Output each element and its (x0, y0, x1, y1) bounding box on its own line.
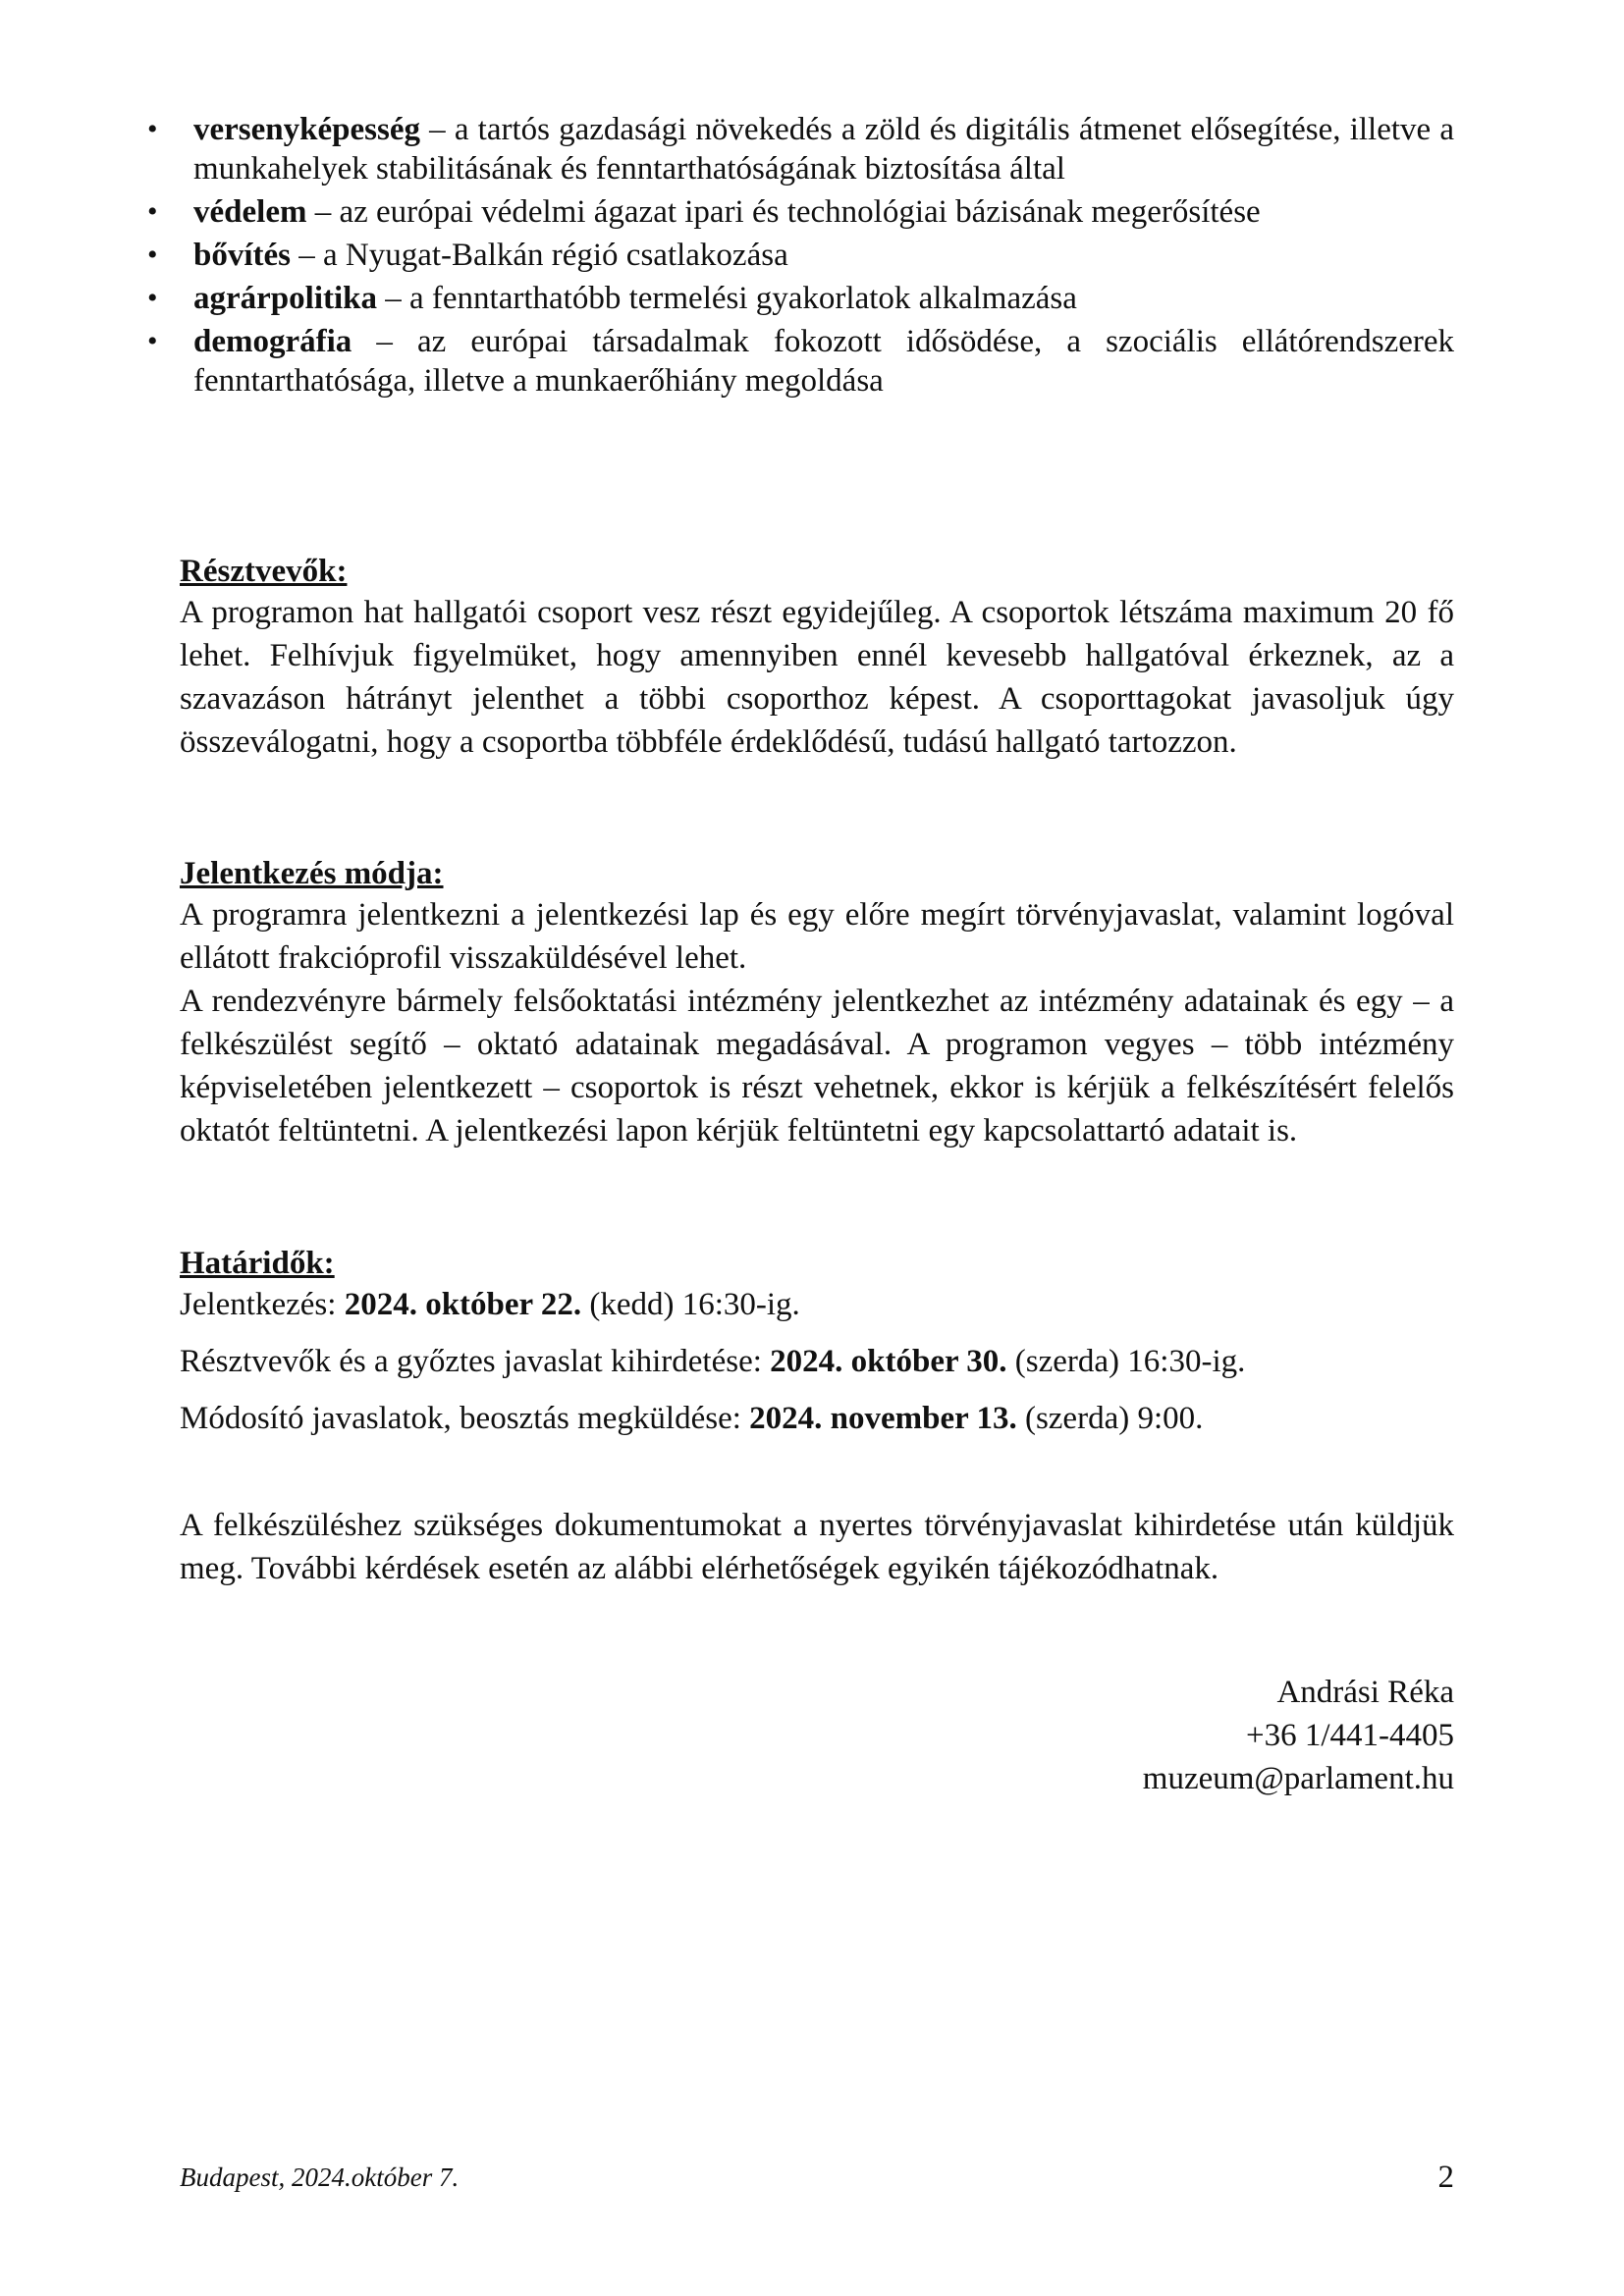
deadline-label: Jelentkezés: (180, 1287, 345, 1322)
bullet-icon: • (147, 113, 158, 145)
topic-description: – a Nyugat-Balkán régió csatlakozása (291, 238, 788, 273)
bullet-icon: • (147, 239, 158, 271)
participants-text: A programon hat hallgatói csoport vesz részt egyidejűleg. A csoportok létszáma maximum 20 fő lehet. Felhívjuk figyelmüket, hogy amennyiben ennél kevesebb hallgatóval érkeznek, az a szavazáson hátrányt jelenthet a többi csoporthoz képest. A csoporttagokat javasoljuk úgy összeválogatni, hogy a csoportba többféle érdeklődésű, tudású hallgató tartozzon. (180, 595, 1454, 760)
topic-description: – a fenntarthatóbb termelési gyakorlatok alkalmazása (377, 281, 1077, 316)
deadline-detail: (szerda) 16:30-ig. (1006, 1344, 1246, 1379)
deadline-date: 2024. október 30. (770, 1344, 1007, 1379)
contact-phone: +36 1/441-4405 (1245, 1718, 1454, 1753)
deadline-date: 2024. november 13. (749, 1401, 1017, 1436)
bullet-icon: • (147, 195, 158, 228)
contact-email: muzeum@parlament.hu (1142, 1761, 1454, 1796)
deadlines-section (180, 1244, 1454, 1454)
bullet-icon: • (147, 282, 158, 314)
topic-term: agrárpolitika (193, 281, 377, 316)
deadline-label: Résztvevők és a győztes javaslat kihirdetése: (180, 1344, 771, 1379)
topic-description: – az európai védelmi ágazat ipari és technológiai bázisának megerősítése (306, 194, 1261, 230)
topic-term: bővítés (193, 238, 291, 273)
participants-section (180, 552, 1454, 764)
topics-list (147, 110, 1454, 400)
deadline-item (180, 1340, 1454, 1383)
topic-term: demográfia (193, 324, 352, 359)
deadline-detail: (szerda) 9:00. (1016, 1401, 1204, 1436)
list-item (0, 192, 1454, 232)
page-number: 2 (1437, 2160, 1454, 2195)
topics-list-wrap (147, 110, 1454, 404)
topic-term: védelem (193, 194, 307, 230)
list-item (0, 279, 1454, 318)
topic-description: – az európai társadalmak fokozott idősödése, a szociális ellátórendszerek fenntarthatósága, illetve a munkaerőhiány megoldása (193, 324, 1454, 399)
contact-block (1143, 1671, 1454, 1800)
deadlines-heading: Határidők: (180, 1246, 335, 1281)
application-section (180, 854, 1454, 1152)
application-paragraph-2: A rendezvényre bármely felsőoktatási intézmény jelentkezhet az intézmény adatainak és egy – a felkészülést segítő – oktató adatainak megadásával. A programon vegyes – több intézmény képviseletében jelentkezett – csoportok is részt vehetnek, ekkor is kérjük a felkészítésért felelős oktatót feltüntetni. A jelentkezési lapon kérjük feltüntetni egy kapcsolattartó adatait is. (180, 984, 1454, 1148)
list-item (0, 236, 1454, 275)
application-paragraph-1: A programra jelentkezni a jelentkezési lap és egy előre megírt törvényjavaslat, valamint logóval ellátott frakcióprofil visszaküldésével lehet. (180, 897, 1454, 976)
deadline-detail: (kedd) 16:30-ig. (581, 1287, 800, 1322)
deadline-item (180, 1397, 1454, 1440)
bullet-icon: • (147, 325, 158, 357)
participants-heading: Résztvevők: (180, 554, 348, 589)
deadline-label: Módosító javaslatok, beosztás megküldése: (180, 1401, 750, 1436)
contact-name: Andrási Réka (1276, 1675, 1454, 1710)
deadline-item (180, 1283, 1454, 1326)
topic-description: – a tartós gazdasági növekedés a zöld és digitális átmenet elősegítése, illetve a munkahelyek stabilitásának és fenntarthatóságának biztosítása által (193, 112, 1454, 187)
list-item (0, 110, 1454, 188)
application-heading: Jelentkezés módja: (180, 856, 444, 891)
list-item (0, 322, 1454, 400)
closing-text: A felkészüléshez szükséges dokumentumokat a nyertes törvényjavaslat kihirdetése után küldjük meg. További kérdések esetén az alábbi elérhetőségek egyikén tájékozódhatnak. (180, 1508, 1454, 1586)
topic-term: versenyképesség (193, 112, 420, 147)
deadline-date: 2024. október 22. (344, 1287, 582, 1322)
footer-place-date: Budapest, 2024.október 7. (180, 2163, 460, 2192)
closing-section (180, 1504, 1454, 1590)
